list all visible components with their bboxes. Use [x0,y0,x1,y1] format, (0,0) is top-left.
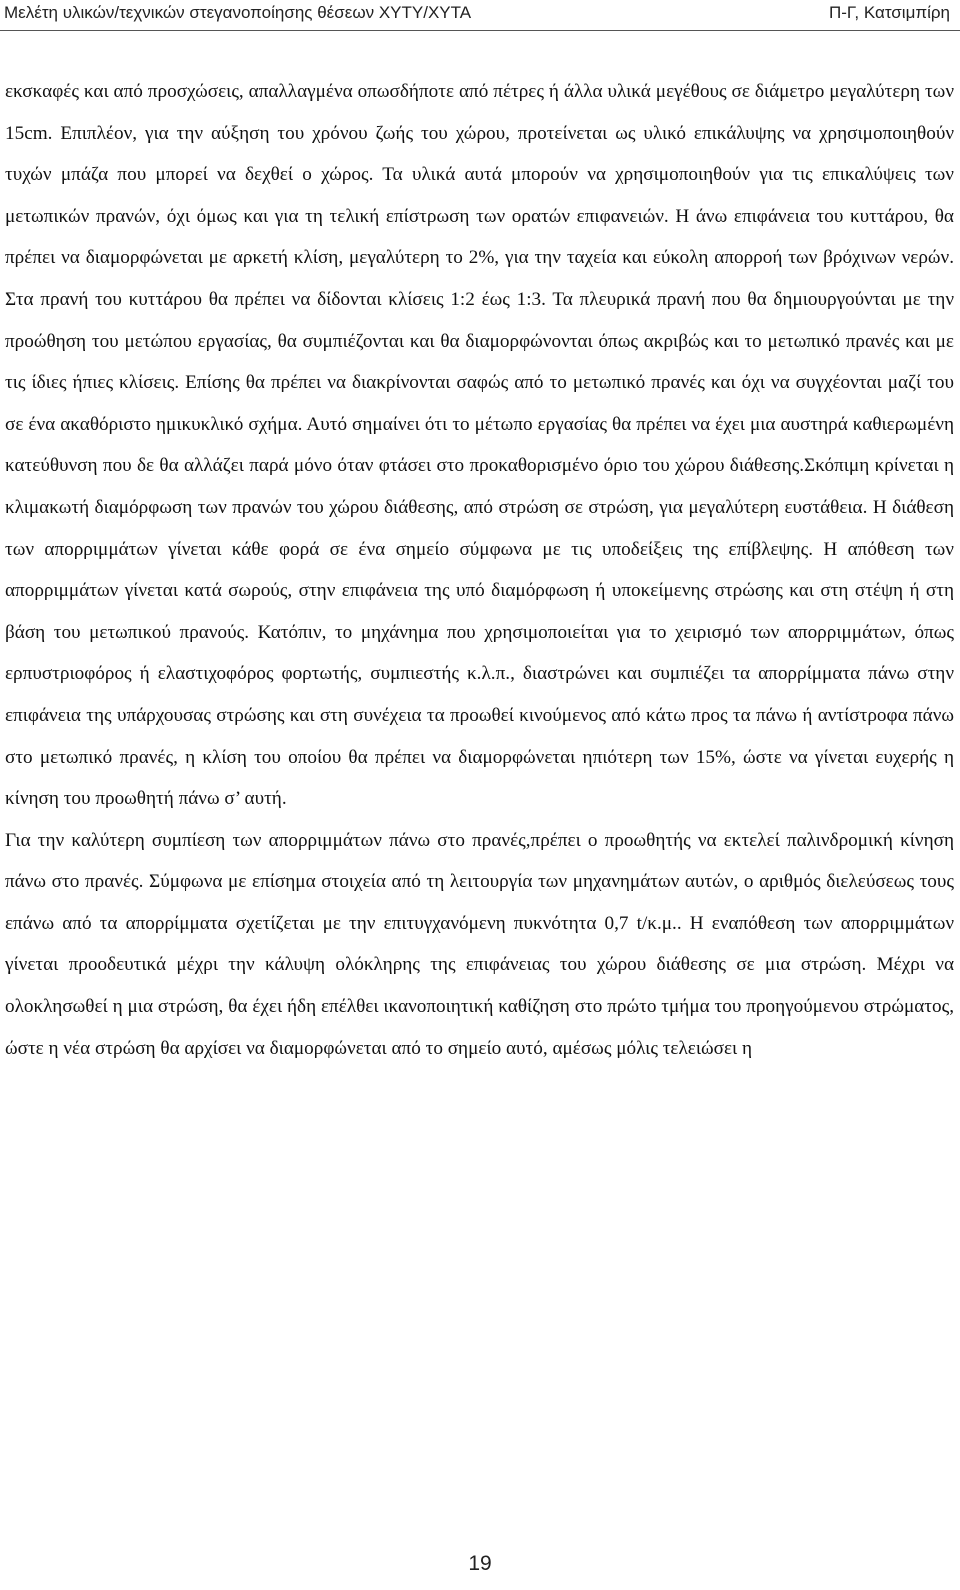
page-header [0,0,960,28]
body-text [5,71,954,1069]
paragraph-2: Για την καλύτερη συμπίεση των απορριμμάτων πάνω στο πρανές,πρέπει ο προωθητής να εκτελεί παλινδρομική κίνηση πάνω στο πρανές. Σύμφωνα με επίσημα στοιχεία από τη λειτουργία των μηχανημάτων αυτών, ο αριθμός διελεύσεως τους επάνω από τα απορρίμματα σχετίζεται με την επιτυγχανόμενη πυκνότητα 0,7 t/κ.μ.. Η εναπόθεση των απορριμμάτων γίνεται προοδευτικά μέχρι την κάλυψη ολόκληρης της επιφάνειας του χώρου διάθεσης σε μια στρώση. Μέχρι να ολοκλησωθεί η μια στρώση, θα έχει ήδη επέλθει ικανοποιητική καθίζηση στο πρώτο τμήμα του προηγούμενου στρώματος, ώστε η νέα στρώση θα αρχίσει να διαμορφώνεται από το σημείο αυτό, αμέσως μόλις τελειώσει η [5,829,954,1059]
document-author: Π-Γ, Κατσιμπίρη [828,3,950,22]
page-number: 19 [468,1552,492,1575]
paragraph-1: εκσκαφές και από προσχώσεις, απαλλαγμένα οπωσδήποτε από πέτρες ή άλλα υλικά μεγέθους σε διάμετρο μεγαλύτερη των 15cm. Επιπλέον, για την αύξηση του χρόνου ζωής του χώρου, προτείνεται ως υλικό επικάλυψης να χρησιμοποιηθούν τυχών μπάζα που μπορεί να δεχθεί ο χώρος. Τα υλικά αυτά μπορούν να χρησιμοποιηθούν για τις επικαλύψεις των μετωπικών πρανών, όχι όμως και για τη τελική επίστρωση των ορατών επιφανειών. Η άνω επιφάνεια του κυττάρου, θα πρέπει να διαμορφώνεται με αρκετή κλίση, μεγαλύτερη το 2%, για την ταχεία και εύκολη απορροή των βρόχινων νερών. Στα πρανή του κυττάρου θα πρέπει να δίδονται κλίσεις 1:2 έως 1:3. Τα πλευρικά πρανή που θα δημιουργούνται με την προώθηση του μετώπου εργασίας, θα συμπιέζονται και θα διαμορφώνονται όπως ακριβώς και το μετωπικό πρανές και με τις ίδιες ήπιες κλίσεις. Επίσης θα πρέπει να διακρίνονται σαφώς από το μετωπικό πρανές και όχι να συγχέονται μαζί του σε ένα ακαθόριστο ημικυκλικό σχήμα. Αυτό σημαίνει ότι το μέτωπο εργασίας θα πρέπει να έχει μια αυστηρά καθιερωμένη κατεύθυνση που δε θα αλλάζει παρά μόνο όταν φτάσει στο προκαθορισμένο όριο του χώρου διάθεσης.Σκόπιμη κρίνεται η κλιμακωτή διαμόρφωση των πρανών του χώρου διάθεσης, από στρώση σε στρώση, για μεγαλύτερη ευστάθεια. Η διάθεση των απορριμμάτων γίνεται κάθε φορά σε ένα σημείο σύμφωνα με τις υποδείξεις της επίβλεψης. Η απόθεση των απορριμμάτων γίνεται κατά σωρούς, στην επιφάνεια της υπό διαμόρφωση ή υποκείμενης στρώσης και στη στέψη ή στη βάση του μετωπικού πρανούς. Κατόπιν, το μηχάνημα που χρησιμοποιείται για το χειρισμό των απορριμμάτων, όπως ερπυστριοφόρος ή ελαστιχοφόρος φορτωτής, συμπιεστής κ.λ.π., διαστρώνει και συμπιέζει τα απορρίμματα πάνω στην επιφάνεια της υπάρχουσας στρώσης και στη συνέχεια τα προωθεί κινούμενος από κάτω προς τα πάνω ή αντίστροφα πάνω στο μετωπικό πρανές, η κλίση του οποίου θα πρέπει να διαμορφώνεται ηπιότερη των 15%, ώστε να γίνεται ευχερής η κίνηση του προωθητή πάνω σ’ αυτή. [5,81,954,810]
header-divider [0,30,960,31]
document-title: Μελέτη υλικών/τεχνικών στεγανοποίησης θέσεων ΧΥΤΥ/ΧΥΤΑ [4,3,472,22]
